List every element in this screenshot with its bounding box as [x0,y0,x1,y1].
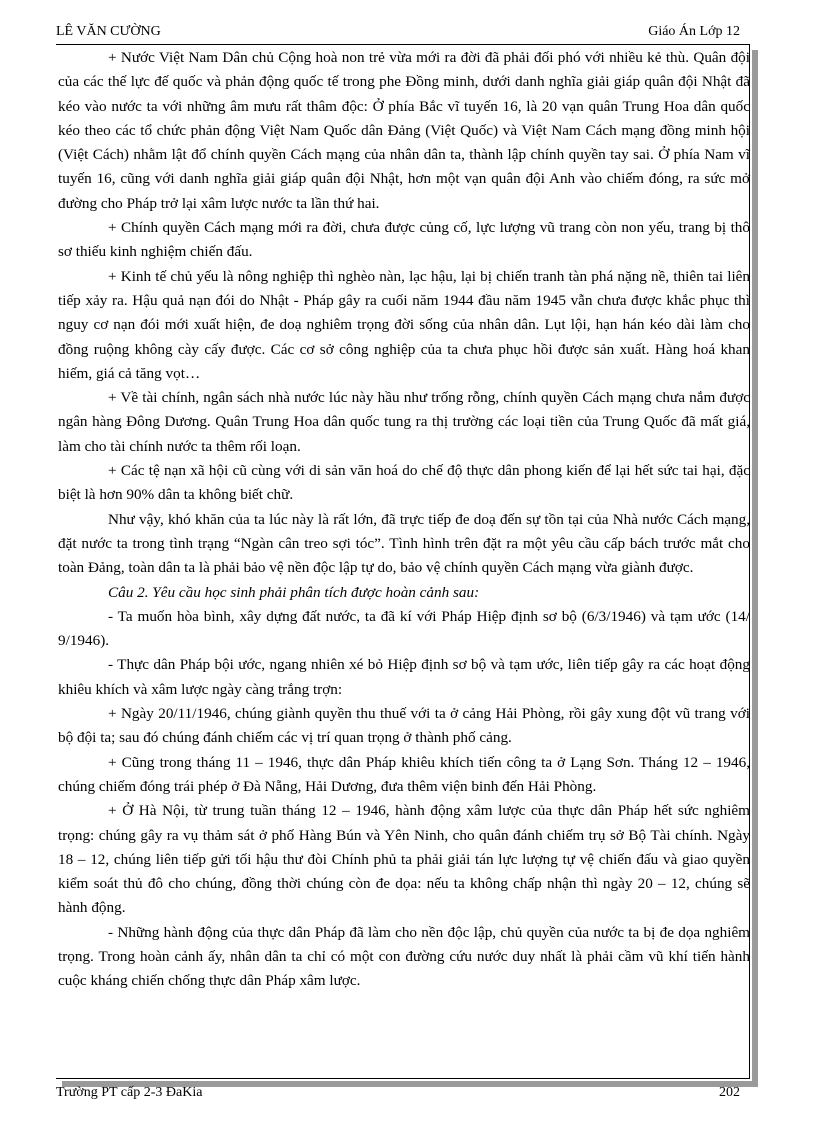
header-rule [56,44,750,45]
page-footer [56,1085,744,1105]
paragraph-hai-phong: + Ngày 20/11/1946, chúng giành quyền thu thuế với ta ở cảng Hải Phòng, rồi gây xung đột vũ trang với bộ đội ta; sau đó chúng đánh chiếm các vị trí quan trọng ở thành phố cảng. [58,705,750,747]
document-body [58,46,750,994]
page-header [56,24,744,44]
paragraph-enemies: + Nước Việt Nam Dân chủ Cộng hoà non trẻ vừa mới ra đời đã phải đối phó với nhiều kẻ thù. Quân đội của các thế lực đế quốc và phản động quốc tế trong phe Đồng minh, dưới danh nghĩa giải giáp quân đội Nhật đã kéo vào nước ta với những âm mưu rất thâm độc: Ở phía Bắc vĩ tuyến 16, là 20 vạn quân Trung Hoa dân quốc kéo theo các tổ chức phản động Việt Nam Quốc dân Đảng (Việt Quốc) và Việt Nam Cách mạng đồng minh hội (Việt Cách) nhằm lật đổ chính quyền Cách mạng của nhân dân ta, thành lập chính quyền tay sai. Ở phía Nam vĩ tuyến 16, cũng với danh nghĩa giải giáp quân đội Nhật, hơn một vạn quân đội Anh vào chiếm đóng, ra sức mở đường cho Pháp trở lại xâm lược nước ta lần thứ hai. [58,49,750,212]
paragraph-ha-noi: + Ở Hà Nội, từ trung tuần tháng 12 – 1946, hành động xâm lược của thực dân Pháp hết sức nghiêm trọng: chúng gây ra vụ thảm sát ở phố Hàng Bún và Yên Ninh, cho quân đánh chiếm trụ sở Bộ Tài chính. Ngày 18 – 12, chúng liên tiếp gửi tối hậu thư đòi Chính phủ ta phải giải tán lực lượng tự vệ chiến đấu và giao quyền kiểm soát thủ đô cho chúng, đồng thời chúng còn đe dọa: nếu ta không chấp nhận thì ngày 20 – 12, chúng sẽ hành động. [58,802,750,917]
paragraph-government: + Chính quyền Cách mạng mới ra đời, chưa được củng cố, lực lượng vũ trang còn non yếu, trang bị thô sơ thiếu kinh nghiệm chiến đấu. [58,219,750,261]
page-border-shadow-right [752,50,758,1087]
footer-page-number: 202 [719,1085,740,1100]
question-2-heading: Câu 2. Yêu cầu học sinh phải phân tích được hoàn cảnh sau: [108,583,480,601]
footer-school: Trường PT cấp 2-3 ĐaKia [56,1085,203,1100]
paragraph-social: + Các tệ nạn xã hội cũ cùng với di sản văn hoá do chế độ thực dân phong kiến để lại hết sức tai hại, đặc biệt là hơn 90% dân ta không biết chữ. [58,462,750,504]
paragraph-conclusion: Như vậy, khó khăn của ta lúc này là rất lớn, đã trực tiếp đe doạ đến sự tồn tại của Nhà nước Cách mạng, đặt nước ta trong tình trạng “Ngàn cân treo sợi tóc”. Tình hình trên đặt ra một yêu cầu cấp bách trước mắt cho toàn Đảng, toàn dân ta là phải bảo vệ nền độc lập tự do, bảo vệ chính quyền Cách mạng vừa giành được. [58,510,750,577]
paragraph-peace-agreements: - Ta muốn hòa bình, xây dựng đất nước, ta đã kí với Pháp Hiệp định sơ bộ (6/3/1946) và tạm ước (14/ 9/1946). [58,607,750,650]
paragraph-finance: + Về tài chính, ngân sách nhà nước lúc này hầu như trống rỗng, chính quyền Cách mạng chưa nắm được ngân hàng Đông Dương. Quân Trung Hoa dân quốc tung ra thị trường các loại tiền của Trung Quốc đã mất giá, làm cho tài chính nước ta thêm rối loạn. [58,389,750,455]
footer-rule [56,1078,750,1079]
paragraph-lang-son: + Cũng trong tháng 11 – 1946, thực dân Pháp khiêu khích tiến công ta ở Lạng Sơn. Tháng 12 – 1946, chúng chiếm đóng trái phép ở Đà Nẵng, Hải Dương, đưa thêm viện binh đến Hải Phòng. [58,753,750,795]
header-author: LÊ VĂN CƯỜNG [56,24,161,39]
paragraph-economy: + Kinh tế chủ yếu là nông nghiệp thì nghèo nàn, lạc hậu, lại bị chiến tranh tàn phá nặng nề, thiên tai liên tiếp xảy ra. Hậu quả nạn đói do Nhật - Pháp gây ra cuối năm 1944 đầu năm 1945 vẫn chưa được khắc phục thì nguy cơ nạn đói mới xuất hiện, đe doạ nghiêm trọng đời sống của nhân dân. Lụt lội, hạn hán kéo dài làm cho đồng ruộng không cày cấy được. Các cơ sở công nghiệp của ta chưa phục hồi được sản xuất. Hàng hoá khan hiếm, giá cả tăng vọt… [58,267,750,382]
paragraph-resistance: - Những hành động của thực dân Pháp đã làm cho nền độc lập, chủ quyền của nước ta bị đe dọa nghiêm trọng. Trong hoàn cảnh ấy, nhân dân ta chỉ có một con đường cứu nước duy nhất là phải cầm vũ khí tiến hành cuộc kháng chiến chống thực dân Pháp xâm lược. [58,923,750,990]
paragraph-french-betrayal: - Thực dân Pháp bội ước, ngang nhiên xé bỏ Hiệp định sơ bộ và tạm ước, liên tiếp gây ra các hoạt động khiêu khích và xâm lược ngày càng trắng trợn: [58,656,750,698]
header-subject: Giáo Án Lớp 12 [648,24,740,39]
